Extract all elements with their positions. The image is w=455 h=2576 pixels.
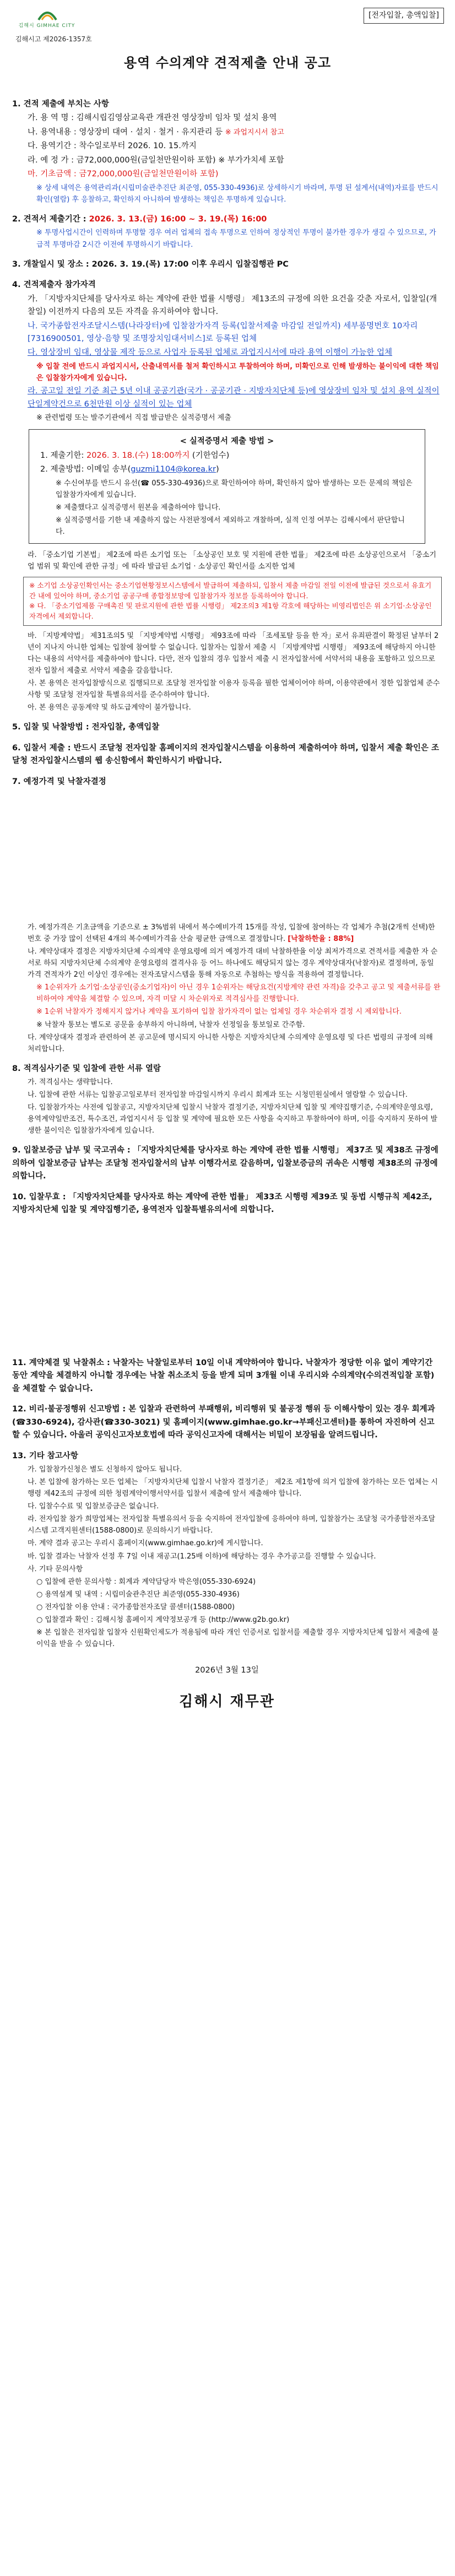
- note-13-f: 바. 입찰 결과는 낙찰자 선정 후 7일 이내 재공고(1.25배 이하)에 해당하는 경우 추가공고를 진행할 수 있습니다.: [28, 1552, 376, 1561]
- joint-contract-clause: 아. 본 용역은 공동계약 및 하도급계약이 불가합니다.: [28, 703, 191, 712]
- service-content-note: ※ 과업지시서 참고: [225, 128, 284, 137]
- section-6-heading: 6. 입찰서 제출 : 반드시 조달청 전자입찰 홈페이지의 전자입찰시스템을 이용하여 제출하여야 하며, 입찰서 제출 확인은 조달청 전자입찰시스템의 웹 송신함에서 확인하시기 바랍니다.: [12, 743, 439, 766]
- service-name: 가. 용 역 명 : 김해시립김영삼교육관 개관전 영상장비 임차 및 설치 용역: [28, 113, 277, 123]
- qualification-c: 다. 영상장비 임대, 영상물 제작 등으로 사업자 등록된 업체로 과업지시서에 따라 용역 이행이 가능한 업체: [28, 348, 393, 358]
- section-5-heading: 5. 입찰 및 낙찰방법 : 전자입찰, 총액입찰: [12, 723, 160, 732]
- page-title: 용역 수의계약 견적제출 안내 공고: [124, 55, 331, 71]
- service-content-text: 나. 용역내용 : 영상장비 대여 · 설치 · 철거 · 유지관리 등: [28, 127, 225, 137]
- qualification-a: 가. 「지방자치단체를 당사자로 하는 계약에 관한 법률 시행령」 제13조의 규정에 의한 요건을 갖춘 자로서, 입찰일(개찰일) 이전까지 다음의 모든 자격을 유지하여야 합니다.: [28, 294, 437, 317]
- note-13-c: 다. 입찰수수료 및 입찰보증금은 없습니다.: [28, 1502, 159, 1511]
- logo-text: 김해시 GIMHAE CITY: [18, 23, 75, 29]
- section-10-heading: 10. 입찰무효 : 「지방자치단체를 당사자로 하는 계약에 관한 법률」 제33조 시행령 제39조 및 동법 시행규칙 제42조, 지방자치단체 입찰 및 계약집행기준, 용역전자 입찰특별유의서에 의합니다.: [12, 1192, 432, 1215]
- small-business-note-2: ※ 다. 「중소기업제품 구매촉진 및 판로지원에 관한 법률 시행령」 제2조의3 제1항 각호에 해당하는 비영리법인은 위 소기업·소상공인 자격에서 제외합니다.: [29, 602, 432, 621]
- note-13-e: 마. 계약 결과 공고는 우리시 홈페이지(www.gimhae.go.kr)에 게시합니다.: [28, 1539, 263, 1548]
- estimated-price-rule: [12, 922, 442, 945]
- tax-evasion-clause: 바. 「지방계약법」 제31조의5 및 「지방계약법 시행령」 제93조에 따라 「조세포탈 등을 한 자」로서 유죄판결이 확정된 날부터 2년이 지나지 아니한 업체는 입찰에 참여할 수 없습니다. 입찰자는 입찰서 제출 시 「지방계약법 시행령」 제93조에 해당하지 아니한다는 내용의 서약서를 제출하여야 합니다. 다만, 전자 입찰의 경우 입찰서 제출 시 전자입찰서에 서약서의 내용을 포함하고 있으므로 전자 입찰서 제출로 서약서 제출을 갈음합니다.: [28, 631, 439, 675]
- section-11-heading: 11. 계약체결 및 낙찰취소 : 낙찰자는 낙찰일로부터 10일 이내 계약하여야 합니다. 낙찰자가 정당한 이유 없이 계약기간 동안 계약을 체결하지 아니할 경우에는 낙찰 취소조치 등을 받게 되며 3개월 이내 우리시와 수의계약(수의견적입찰 포함)을 체결할 수 없습니다.: [12, 1358, 435, 1393]
- box-deadline-date: 2026. 3. 18.(수) 18:00까지: [86, 451, 190, 460]
- award-note-3: ※ 낙찰자 통보는 별도로 공문을 송부하지 아니하며, 낙찰자 선정일을 통보일로 간주함.: [36, 1020, 305, 1029]
- service-content: [12, 126, 442, 139]
- gimhae-logo: [11, 8, 83, 34]
- qualification-warning: ※ 입찰 전에 반드시 과업지시서, 산출내역서를 철저 확인하시고 투찰하여야 하며, 미확인으로 인해 발생하는 불이익에 대한 책임은 입찰참가자에게 있습니다.: [36, 362, 439, 383]
- estimated-price-rule-text: 가. 예정가격은 기초금액을 기준으로 ± 3%범위 내에서 복수예비가격 15개를 작성, 입찰에 참여하는 각 업체가 추첨(2개씩 선택)한 번호 중 가장 많이 선택된 4개의 복수예비가격을 산술 평균한 금액으로 결정합니다.: [28, 923, 435, 944]
- contact-design: ○ 용역설계 및 내역 : 시립미술관추진단 최준영(055-330-4936): [36, 1590, 240, 1599]
- note-13-d: 라. 전자입찰 참가 희망업체는 전자입찰 특별유의서 등을 숙지하여 전자입찰에 응하여야 하며, 입찰참가는 조달청 국가종합전자조달시스템 고객지원센터(1588-0800)로 문의하시기 바랍니다.: [28, 1515, 436, 1535]
- details-note: ※ 상세 내역은 용역관리과(시립미술관추진단 최준영, 055-330-4936)로 상세하시기 바라며, 투명 된 설계서(내역)자료를 반드시 확인(열람) 후 응찰하고, 확인하지 아니하여 발생하는 책임은 투명하게 있습니다.: [36, 183, 438, 204]
- section-1-heading: 1. 견적 제출에 부치는 사항: [12, 100, 109, 109]
- note-13-b: 나. 본 입찰에 참가하는 모든 업체는 「지방자치단체 입찰시 낙찰자 결정기준」 제2조 제1항에 의거 입찰에 참가하는 모든 업체는 시행령 제42조의 규정에 의한 청렴계약이행서약서를 입찰서 제출에 앞서 제출해야 합니다.: [28, 1478, 438, 1498]
- bid-type-stamp: [전자입찰, 총액입찰]: [364, 8, 444, 24]
- box-deadline: [40, 450, 414, 462]
- box-method: [40, 463, 414, 476]
- qualification-review: 가. 적격심사는 생략합니다.: [28, 1078, 113, 1087]
- blank-area-2: [12, 1217, 442, 1349]
- certificate-note: ※ 본 입찰은 전자입찰 입찰자 신원확인제도가 적용됨에 따라 개인 인증서로 입찰서를 제출할 경우 지방자치단체 입찰서 제출에 불이익을 받을 수 있습니다.: [36, 1628, 439, 1648]
- submission-period-label: 2. 견적서 제출기간 :: [12, 215, 89, 224]
- section-9-heading: 9. 입찰보증금 납부 및 국고귀속 : 「지방자치단체를 당사자로 하는 계약에 관한 법률 시행령」 제37조 및 제38조 규정에 의하여 입찰보증금 납부는 조달청 전자입찰서의 납부 이행각서로 갈음하며, 입찰보증금의 귀속은 시행령 제38조의 규정에 의합니다.: [12, 1146, 438, 1181]
- box-method-label: 2. 제출방법: 이메일 송부(: [40, 465, 131, 474]
- award-note-2: ※ 1순위 낙찰자가 정해지지 않거나 계약을 포기하여 입찰 참가자격이 없는 업체일 경우 차순위자 결정 시 제외합니다.: [36, 1008, 402, 1016]
- blank-area: [12, 788, 442, 921]
- small-business-note-1: ※ 소기업 소상공인확인서는 중소기업현황정보시스템에서 발급하여 제출하되, 입찰서 제출 마감일 전일 이전에 발급된 것으로서 유효기간 내에 있어야 하며, 중소기업 공공구매 종합정보망에 입찰참가자 정보를 등록하여야 합니다.: [29, 581, 432, 600]
- document-inspection: 나. 입찰에 관한 서류는 입찰공고일로부터 전자입찰 마감일시까지 우리시 회계과 또는 시청민원실에서 열람할 수 있습니다.: [28, 1091, 408, 1100]
- submission-note: ※ 투명사업시간이 인력하며 투명할 경우 여러 업체의 접속 투명으로 인하여 정상적인 투명이 불가한 경우가 생길 수 있으므로, 가급적 투명마감 2시간 이전에 투명하시기 바랍니다.: [36, 229, 436, 249]
- base-amount: 마. 기초금액 : 금72,000,000원(금일천만원이하 포함): [28, 170, 219, 179]
- lower-limit-rate: [낙찰하한율 : 88%]: [288, 935, 354, 944]
- estimated-price: 라. 예 정 가 : 금72,000,000원(금일천만원이하 포함) ※ 부가가치세 포함: [28, 155, 284, 165]
- header: [11, 8, 444, 46]
- qualification-d: 라. 공고일 전일 기준 최근 5년 이내 공공기관(국가 · 공공기관 · 지방자치단체 등)에 영상장비 임차 및 설치 용역 실적이 단일계약건으로 6천만원 이상 실적이 있는 업체: [28, 387, 440, 409]
- section-7-heading: 7. 예정가격 및 낙찰자결정: [12, 777, 106, 786]
- box-note-3: ※ 실적증명서를 기한 내 제출하지 않는 사전판정에서 제외하고 개찰하며, 실적 인정 여부는 김해시에서 판단합니다.: [56, 516, 405, 536]
- award-other-rule: 다. 계약상대자 결정과 관련하여 본 공고문에 명시되지 아니한 사항은 지방자치단체 수의계약 운영요령 및 다른 법령의 규정에 의해 처리합니다.: [28, 1033, 433, 1053]
- service-period: 다. 용역기간 : 착수일로부터 2026. 10. 15.까지: [28, 142, 197, 151]
- box-deadline-label: 1. 제출기한:: [40, 451, 86, 460]
- award-decision-rule: 나. 계약상대자 결정은 지방자치단체 수의계약 운영요령에 의거 예정가격 대비 낙찰하한율 이상 최저가격으로 견적서를 제출한 자 순서로 하되 지방자치단체 수의계약 운영요령의 결격사유 등 어느 하나에도 해당되지 않는 경우 계약상대자(낙찰자)로 결정하며, 동일 가격 견적자가 2인 이상인 경우에는 전자조달시스템을 통해 자동으로 추첨하는 방식을 적용하여 결정합니다.: [28, 948, 438, 979]
- box-title: < 실적증명서 제출 방법 >: [180, 437, 274, 446]
- small-business-notebox: [23, 577, 442, 626]
- contact-e-bidding: ○ 전자입찰 이용 안내 : 국가종합전자조달 콜센터(1588-0800): [36, 1603, 235, 1611]
- submission-period: 2026. 3. 13.(금) 16:00 ~ 3. 19.(목) 16:00: [89, 215, 267, 224]
- section-8-heading: 8. 적격심사기준 및 입찰에 관한 서류 열람: [12, 1064, 161, 1073]
- issuer-signature: 김해시 재무관: [179, 1693, 275, 1711]
- qualification-note: ※ 관련법령 또는 발주기관에서 직접 발급받은 실적증명서 제출: [36, 414, 231, 423]
- section-2-heading: [12, 213, 442, 226]
- box-note-1: ※ 수신여부를 반드시 유선(☎ 055-330-4936)으로 확인하여야 하며, 확인하지 않아 발생하는 모든 문제의 책임은 입찰참가자에게 있습니다.: [56, 479, 413, 499]
- box-deadline-note: (기한엄수): [189, 451, 230, 460]
- contact-bidding: ○ 입찰에 관한 문의사항 : 회계과 계약담당자 박은영(055-330-6924): [36, 1577, 256, 1586]
- section-12-heading: 12. 비리·불공정행위 신고방법 : 본 입찰과 관련하여 부패행위, 비리행위 및 불공정 행위 등 이해사항이 있는 경우 회계과(☎330-6924), 감사관(☎330-3021) 및 홈페이지(www.gimhae.go.kr→부패신고센터)를 통하여 자진하여 신고할 수 있습니다. 아울러 공익신고자보호법에 따라 공익신고자에 대해서는 비밀이 보장됨을 알려드립니다.: [12, 1405, 435, 1440]
- small-business-qualification: 라. 「중소기업 기본법」 제2조에 따른 소기업 또는 「소상공인 보호 및 지원에 관한 법률」 제2조에 따른 소상공인으로서 「중소기업 범위 및 확인에 관한 규정」에 따라 발급된 소기업 · 소상공인 확인서를 소지한 업체: [28, 550, 437, 571]
- qualification-b: 나. 국가종합전자조달시스템(나라장터)에 입찰참가자격 등록(입찰서제출 마감일 전일까지) 세부품명번호 10자리 [7316900501, 영상·음향 및 조명장치임대서비스]로 등록된 업체: [28, 321, 418, 343]
- box-method-close: ): [216, 465, 219, 474]
- award-note-1: ※ 1순위자가 소기업·소상공인(중소기업자)이 아닌 경우 1순위자는 해당요건(지방계약 관련 자격)을 갖추고 공고 및 제출서류를 완비하여야 계약을 체결할 수 있으며, 자격 미달 시 차순위자로 적격심사를 진행합니다.: [36, 983, 441, 1004]
- box-note-2: ※ 제출했다고 실적증명서 원본을 제출하여야 합니다.: [56, 503, 221, 512]
- bidder-responsibility: 다. 입찰참가자는 사전에 입찰공고, 지방자치단체 입찰시 낙찰자 결정기준, 지방자치단체 입찰 및 계약집행기준, 수의계약운영요령, 용역계약일반조건, 특수조건, 과업지시서 등 입찰 및 계약에 필요한 모든 사항을 숙지하고 투찰하여야 하며, 이를 숙지하지 못하여 발생한 불이익은 입찰참가자에게 있습니다.: [28, 1103, 438, 1135]
- contact-email-link[interactable]: guzmi1104@korea.kr: [131, 465, 216, 474]
- e-bidding-clause: 사. 본 용역은 전자입찰방식으로 집행되므로 조달청 전자입찰 이용자 등록을 필한 업체이어야 하며, 이용약관에서 정한 입찰업체 준수사항 및 조달청 전자입찰 특별유의서를 준수하여야 합니다.: [28, 679, 440, 700]
- notice-body: [12, 90, 442, 1713]
- contact-result: ○ 입찰결과 확인 : 김해시청 홈페이지 계약정보공개 등 (http://www.g2b.go.kr): [36, 1615, 290, 1624]
- section-13-heading: 13. 기타 참고사항: [12, 1451, 78, 1460]
- note-13-g: 사. 기타 문의사항: [28, 1565, 83, 1573]
- notice-date: 2026년 3월 13일: [195, 1665, 259, 1675]
- section-4-heading: 4. 견적제출자 참가자격: [12, 280, 96, 290]
- performance-certificate-box: [29, 429, 425, 544]
- document-number: 김해시고 제2026-1357호: [15, 35, 92, 43]
- section-3-heading: 3. 개찰일시 및 장소 : 2026. 3. 19.(목) 17:00 이후 우리시 입찰집행관 PC: [12, 259, 289, 269]
- city-emblem-icon: [37, 8, 57, 22]
- note-13-a: 가. 입찰참가신청은 별도 신청하지 않아도 됩니다.: [28, 1465, 182, 1474]
